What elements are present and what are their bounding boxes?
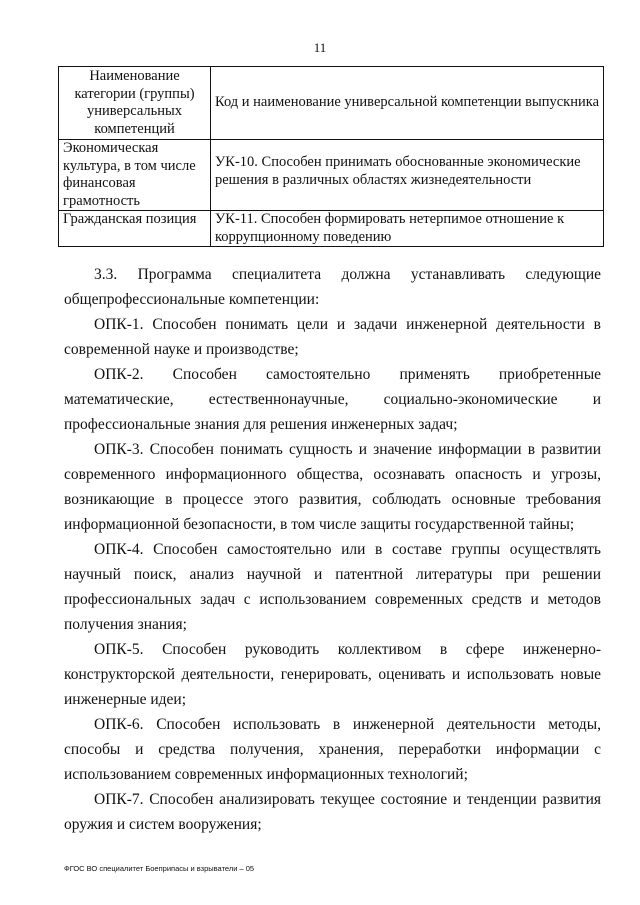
- competence-table: [58, 66, 604, 247]
- table-row: [59, 140, 604, 211]
- paragraph-intro: 3.3. Программа специалитета должна устанавливать следующие общепрофессиональные компетенции:: [64, 266, 601, 308]
- paragraph-opk-7: ОПК-7. Способен анализировать текущее состояние и тенденции развития оружия и систем вооружения;: [64, 791, 601, 833]
- competence-cell: УК-10. Способен принимать обоснованные экономические решения в различных областях жизнедеятельности: [211, 140, 604, 211]
- category-cell: Гражданская позиция: [59, 211, 211, 247]
- paragraph-opk-3: ОПК-3. Способен понимать сущность и значение информации в развитии современного информационного общества, осознавать опасность и угрозы, возникающие в процессе этого развития, соблюдать основные требования информационной безопасности, в том числе защиты государственной тайны;: [64, 441, 601, 533]
- table-header-row: [59, 67, 604, 140]
- page-number: 11: [313, 40, 327, 55]
- category-cell: Экономическая культура, в том числе финансовая грамотность: [59, 140, 211, 211]
- paragraph-opk-5: ОПК-5. Способен руководить коллективом в сфере инженерно-конструкторской деятельности, генерировать, оценивать и использовать новые инженерные идеи;: [64, 641, 601, 708]
- competence-cell: УК-11. Способен формировать нетерпимое отношение к коррупционному поведению: [211, 211, 604, 247]
- paragraph-opk-2: ОПК-2. Способен самостоятельно применять приобретенные математические, естественнонаучные, социально-экономические и профессиональные знания для решения инженерных задач;: [64, 366, 601, 433]
- body-text: [64, 262, 601, 837]
- page-footer: ФГОС ВО специалитет Боеприпасы и взрыватели – 05: [64, 864, 255, 873]
- header-competence-cell: Код и наименование универсальной компетенции выпускника: [211, 67, 604, 140]
- paragraph-opk-1: ОПК-1. Способен понимать цели и задачи инженерной деятельности в современной науке и производстве;: [64, 316, 601, 358]
- paragraph-opk-4: ОПК-4. Способен самостоятельно или в составе группы осуществлять научный поиск, анализ научной и патентной литературы при решении профессиональных задач с использованием современных средств и методов получения знания;: [64, 541, 601, 633]
- header-category-cell: Наименование категории (группы) универсальных компетенций: [59, 67, 211, 140]
- table-row: [59, 211, 604, 247]
- paragraph-opk-6: ОПК-6. Способен использовать в инженерной деятельности методы, способы и средства получения, хранения, переработки информации с использованием современных информационных технологий;: [64, 716, 601, 783]
